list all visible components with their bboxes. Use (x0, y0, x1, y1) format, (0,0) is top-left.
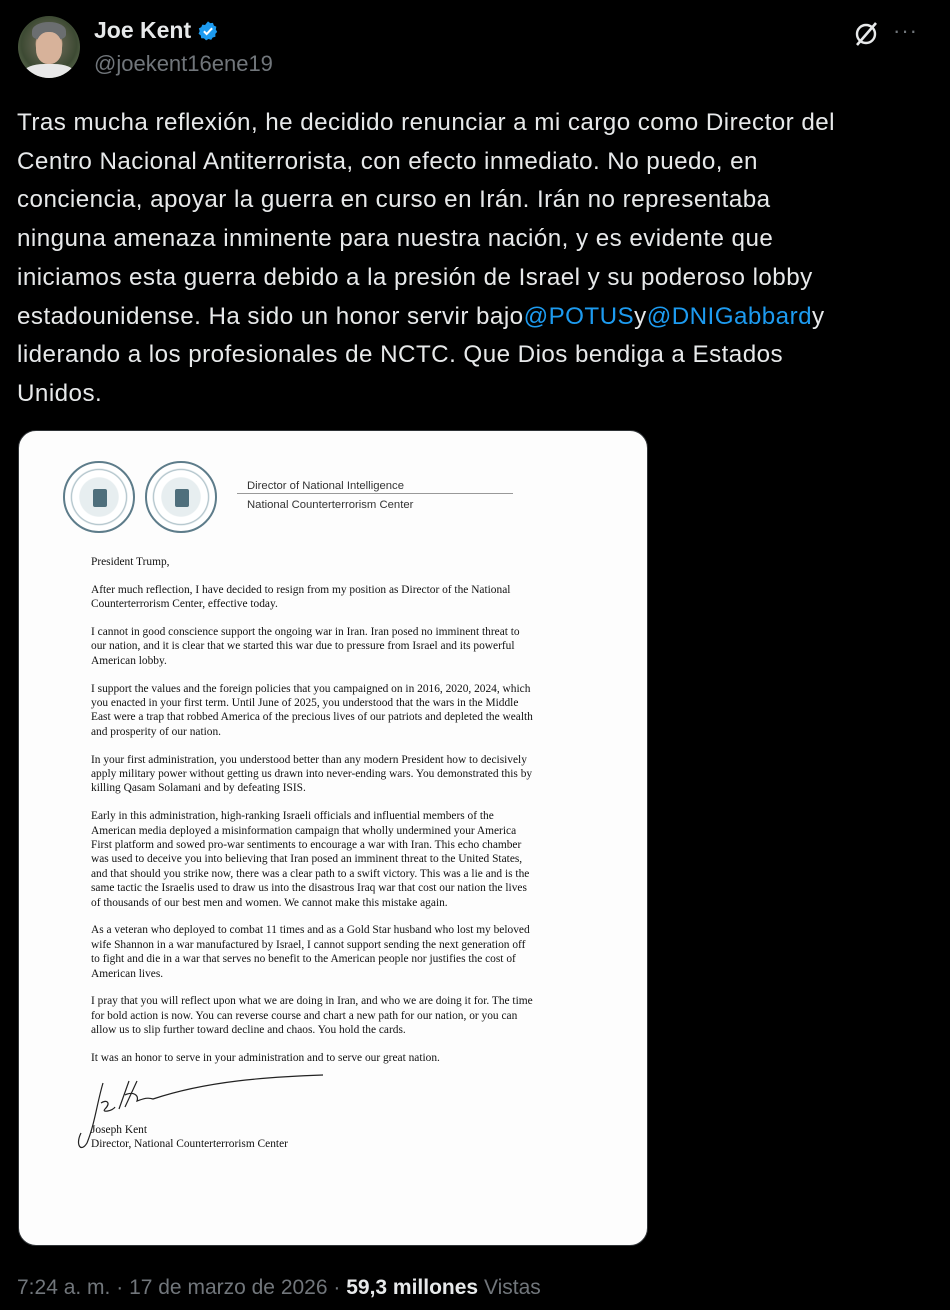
letter-paragraph (91, 923, 631, 981)
letter-paragraph (91, 682, 631, 740)
separator: · (110, 1276, 130, 1299)
avatar[interactable] (18, 16, 80, 78)
tweet-text-segment: Tras mucha reflexión, he decidido renunciar a mi cargo como Director del (17, 109, 835, 136)
letter-line: I support the values and the foreign policies that you campaigned on in 2016, 2020, 2024, which (91, 682, 531, 695)
letter-body (91, 555, 631, 1079)
letter-line: for bold action is now. You can reverse course and chart a new path for our nation, or you can (91, 1009, 518, 1022)
tweet-time[interactable]: 7:24 a. m. (17, 1276, 111, 1299)
letter-signer (91, 1123, 288, 1152)
letter-line: and that should you strike now, there was a clear path to a swift victory. This was a lie and is the (91, 867, 530, 880)
tweet-text-segment: estadounidense. Ha sido un honor servir bajo (17, 302, 524, 330)
tweet-text-segment: Unidos. (17, 379, 103, 407)
letter-line: allow us to slip further toward decline and chaos. You hold the cards. (91, 1024, 406, 1037)
author-name-text[interactable]: Joe Kent (94, 17, 192, 43)
letter-line: East were a trap that robbed America of the precious lives of our patriots and depleted the wealth (91, 711, 533, 724)
separator: · (327, 1276, 347, 1299)
letter-paragraph (91, 809, 631, 910)
letter-line: our nation, and it is clear that we started this war due to pressure from Israel and its powerful (91, 640, 515, 653)
odni-seal (63, 461, 135, 533)
views-count: 59,3 millones (346, 1276, 479, 1299)
letter-paragraph (91, 583, 631, 612)
tweet-meta (17, 1276, 541, 1300)
letter-line: same tactic the Israelis used to draw us into the disastrous Iraq war that cost our nation the lives (91, 882, 527, 895)
letter-paragraph (91, 994, 631, 1037)
more-icon[interactable]: ··· (893, 18, 918, 43)
letter-line: Early in this administration, high-ranking Israeli officials and influential members of the (91, 810, 494, 823)
tweet-text-segment: ninguna amenaza inminente para nuestra nación, y es evidente que (17, 225, 774, 253)
letter-line: In your first administration, you understood better than any modern President how to decisively (91, 753, 527, 766)
letter-paragraph (91, 625, 631, 668)
letter-line: As a veteran who deployed to combat 11 times and as a Gold Star husband who lost my beloved (91, 924, 530, 937)
tweet-date[interactable]: 17 de marzo de 2026 (129, 1276, 328, 1299)
mention-link[interactable]: @DNIGabbard (646, 302, 812, 330)
tweet-text-segment: liderando a los profesionales de NCTC. Que Dios bendiga a Estados (17, 341, 784, 369)
verified-badge-icon (197, 20, 219, 42)
author-name[interactable] (94, 17, 219, 44)
letter-line: American media deployed a misinformation campaign that wholly undermined your America (91, 824, 517, 837)
letter-line: American lobby. (91, 654, 167, 667)
signer-title: Director, National Counterterrorism Center (91, 1138, 288, 1151)
letter-line: I pray that you will reflect upon what we are doing in Iran, and who we are doing it for. The time (91, 995, 533, 1008)
letter-line: you enacted in your first term. Until June of 2025, you understood that the wars in the Middle (91, 697, 519, 710)
letterhead-line1: Director of National Intelligence (247, 480, 404, 492)
tweet-image-letter[interactable] (18, 430, 648, 1246)
letter-line: wife Shannon in a war manufactured by Israel, I cannot support sending the next generation off (91, 938, 526, 951)
letter-line: After much reflection, I have decided to resign from my position as Director of the National (91, 583, 511, 596)
letter-line: apply military power without getting us drawn into never-ending wars. You demonstrated this by (91, 768, 533, 781)
author-handle[interactable]: @joekent16ene19 (94, 51, 273, 76)
letter-line: was used to deceive you into believing that Iran posed an imminent threat to the United States, (91, 853, 523, 866)
mention-link[interactable]: @POTUS (523, 302, 635, 330)
letter-line: First platform and sowed pro-war sentiments to encourage a war with Iran. This echo chamber (91, 839, 522, 852)
letter-line: Counterterrorism Center, effective today. (91, 598, 278, 611)
nctc-seal (145, 461, 217, 533)
grok-icon[interactable] (852, 20, 880, 48)
letter-line: and prosperity of our nation. (91, 725, 222, 738)
tweet-text-segment: y (811, 302, 825, 330)
signer-name: Joseph Kent (91, 1124, 147, 1136)
letter-line: of thousands of our best men and women. We cannot make this mistake again. (91, 896, 448, 909)
letter-paragraph (91, 555, 631, 569)
tweet-text-segment: Centro Nacional Antiterrorista, con efecto inmediato. No puedo, en (17, 147, 758, 175)
letter-paragraph (91, 753, 631, 796)
letter-line: It was an honor to serve in your administration and to serve our great nation. (91, 1052, 440, 1065)
tweet-text-segment: iniciamos esta guerra debido a la presión de Israel y su poderoso lobby (17, 263, 813, 291)
letter-line: President Trump, (91, 556, 170, 568)
letterhead-line2: National Counterterrorism Center (247, 499, 414, 511)
letter-line: I cannot in good conscience support the ongoing war in Iran. Iran posed no imminent threat to (91, 626, 520, 638)
tweet-text-segment: y (634, 302, 647, 330)
letter-paragraph (91, 1051, 631, 1065)
letter-line: to fight and die in a war that serves no benefit to the American people nor justifies the cost of (91, 953, 516, 966)
letterhead-divider (237, 493, 513, 494)
tweet-text-segment: conciencia, apoyar la guerra en curso en Irán. Irán no representaba (17, 186, 771, 214)
letter-line: killing Qasam Solamani and by defeating ISIS. (91, 782, 306, 795)
tweet-text (17, 104, 942, 414)
views-label: Vistas (478, 1276, 541, 1299)
letter-line: American lives. (91, 967, 164, 980)
